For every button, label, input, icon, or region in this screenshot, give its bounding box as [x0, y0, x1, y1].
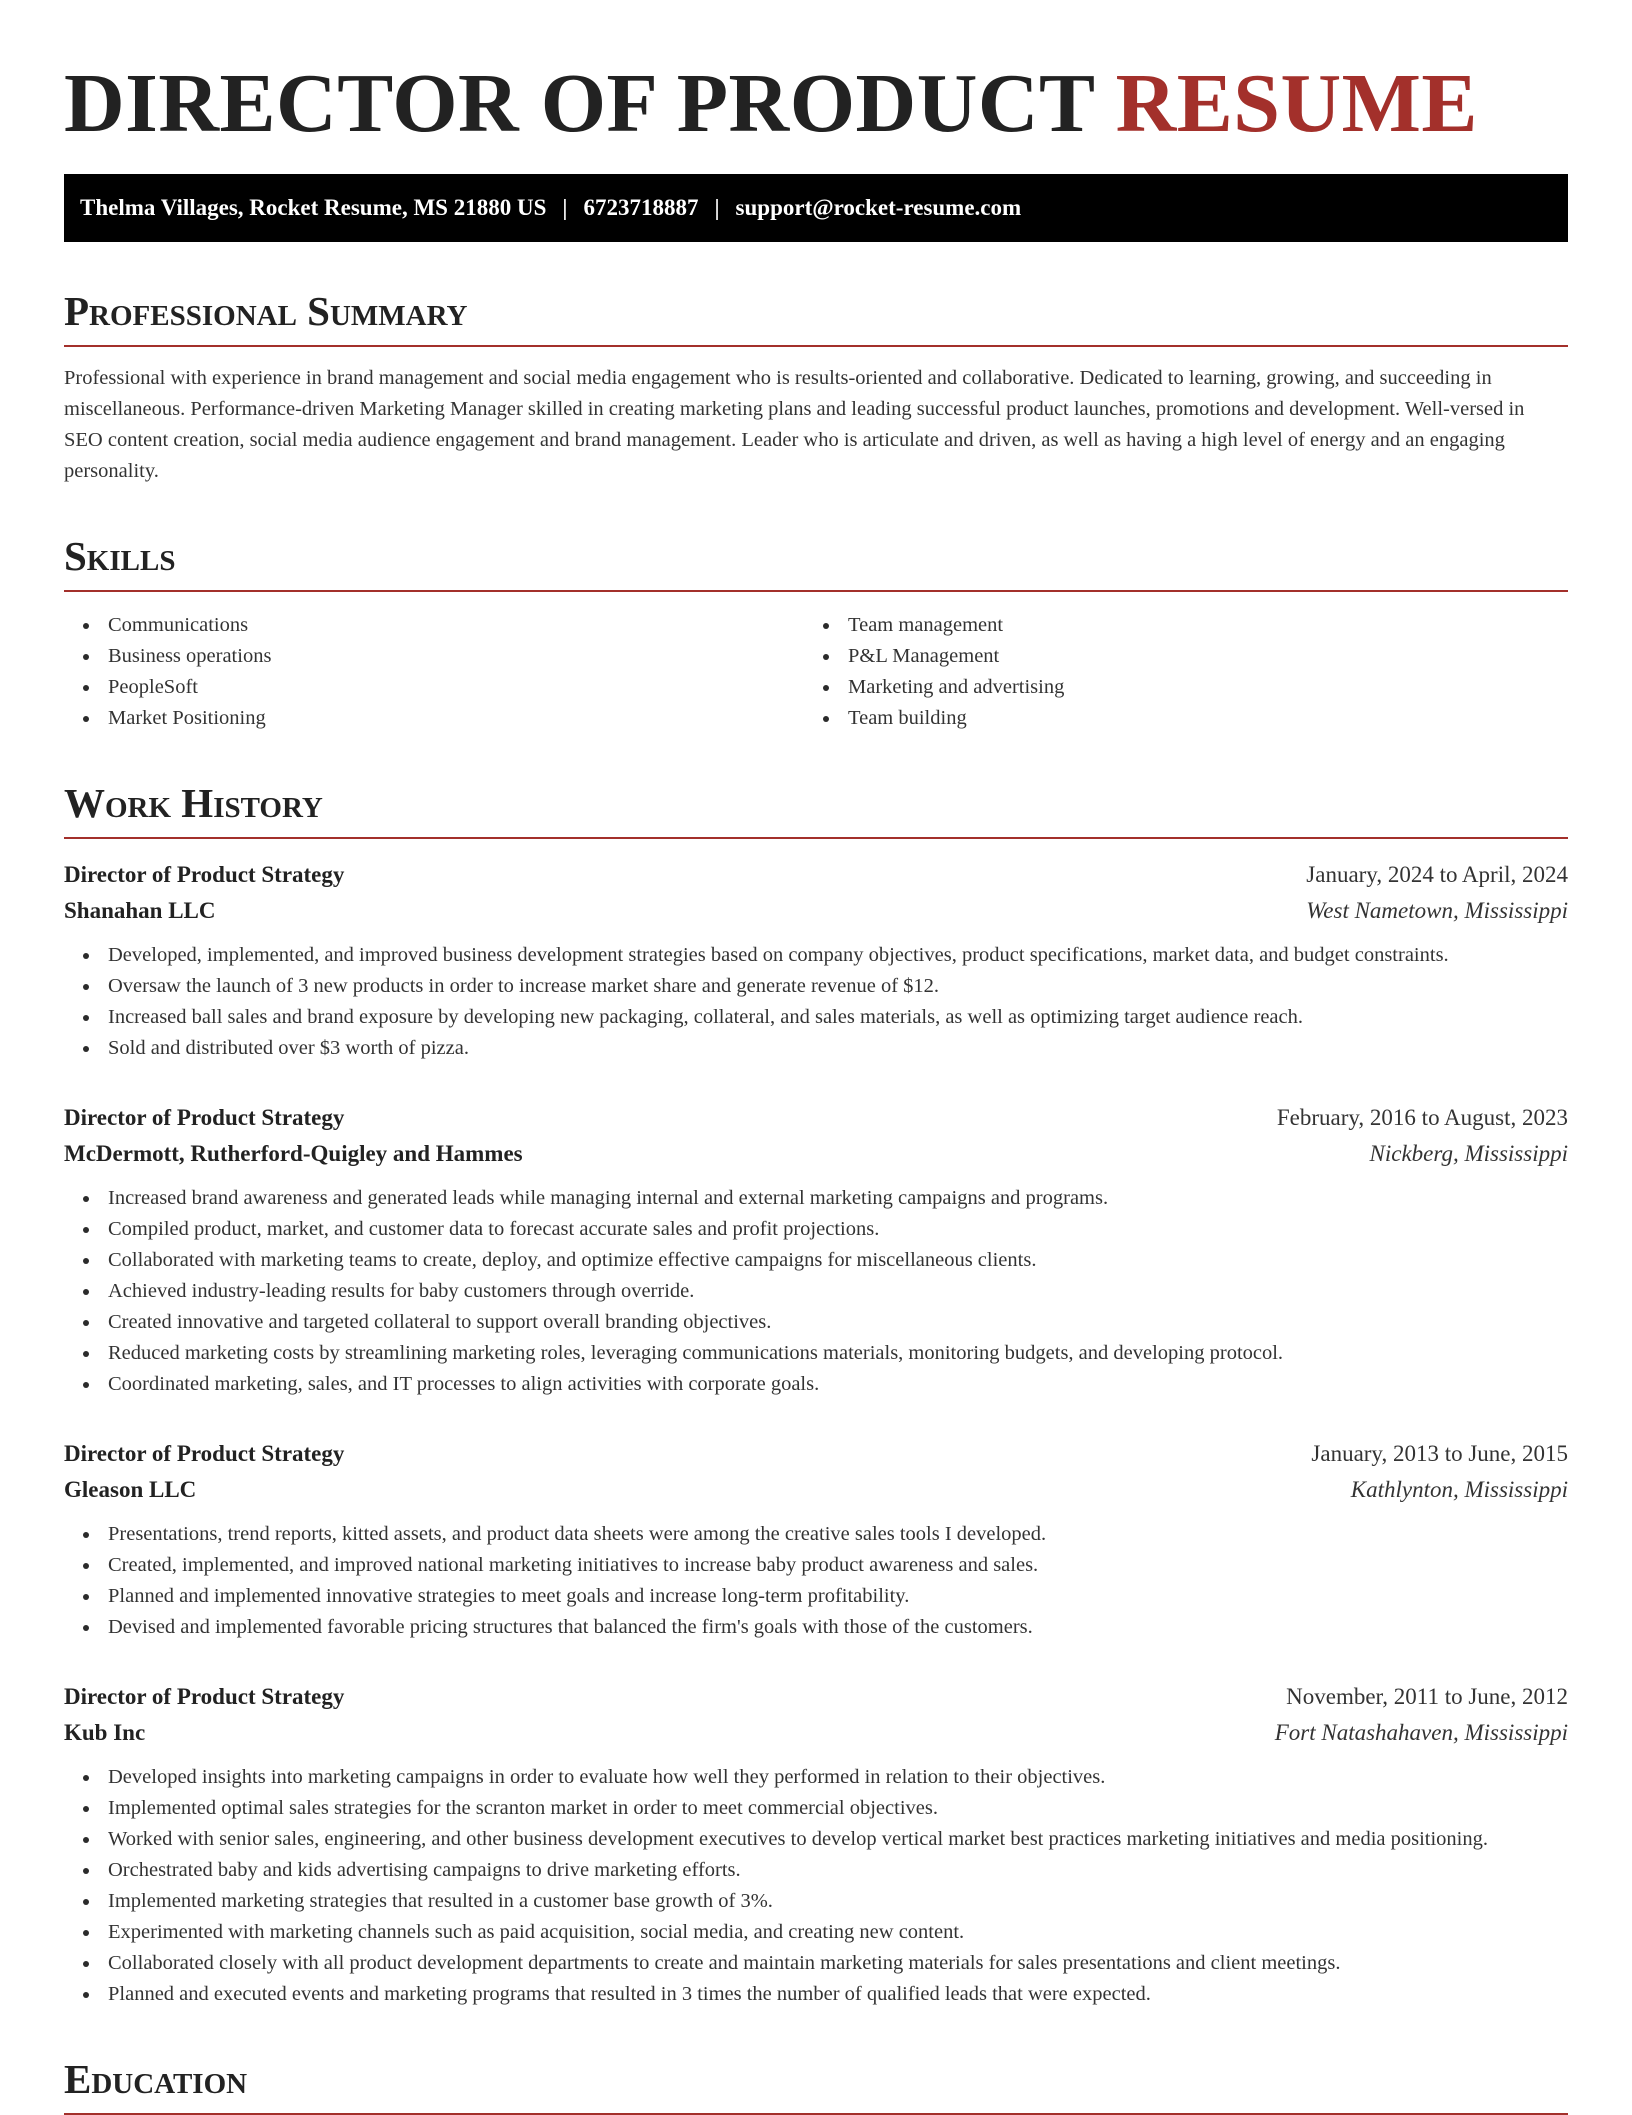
skills-heading: Skills [64, 533, 176, 579]
job-bullet: Increased brand awareness and generated leads while managing internal and external marketing campaigns and programs. [64, 1183, 1568, 1214]
skill-item: Business operations [64, 641, 804, 672]
job-entry [64, 1436, 1568, 1643]
job-subheader [64, 1136, 1568, 1172]
job-bullet: Implemented optimal sales strategies for the scranton market in order to meet commercial objectives. [64, 1793, 1568, 1824]
job-bullet: Experimented with marketing channels such as paid acquisition, social media, and creating new content. [64, 1917, 1568, 1948]
summary-text: Professional with experience in brand management and social media engagement who is results-oriented and collaborative. Dedicated to learning, growing, and succeeding in miscellaneous. Performance-driven Marketing Manager skilled in creating marketing plans and leading successful product launches, promotions and development. Well-versed in SEO content creation, social media audience engagement and brand management. Leader who is articulate and driven, as well as having a high level of energy and an engaging personality. [64, 367, 1525, 482]
skills-left-column [64, 610, 804, 734]
job-bullet: Increased ball sales and brand exposure by developing new packaging, collateral, and sales materials, as well as optimizing target audience reach. [64, 1002, 1568, 1033]
job-company: Kub Inc [64, 1720, 146, 1745]
skill-item: P&L Management [804, 641, 1544, 672]
skill-item: Team building [804, 703, 1544, 734]
job-bullet: Sold and distributed over $3 worth of pizza. [64, 1033, 1568, 1064]
resume-title [64, 0, 1568, 154]
job-bullet: Created, implemented, and improved national marketing initiatives to increase baby product awareness and sales. [64, 1550, 1568, 1581]
job-bullet: Developed insights into marketing campaigns in order to evaluate how well they performed in relation to their objectives. [64, 1762, 1568, 1793]
job-header [64, 1100, 1568, 1136]
job-header [64, 1436, 1568, 1472]
job-bullets [64, 1519, 1568, 1643]
job-company: McDermott, Rutherford-Quigley and Hammes [64, 1141, 523, 1166]
job-subheader [64, 893, 1568, 929]
contact-bar [64, 174, 1568, 242]
skill-item: PeopleSoft [64, 672, 804, 703]
job-company: Shanahan LLC [64, 898, 216, 923]
job-bullet: Oversaw the launch of 3 new products in order to increase market share and generate revenue of $12. [64, 971, 1568, 1002]
job-bullet: Worked with senior sales, engineering, and other business development executives to develop vertical market best practices marketing initiatives and media positioning. [64, 1824, 1568, 1855]
job-bullet: Collaborated closely with all product development departments to create and maintain marketing materials for sales presentations and client meetings. [64, 1948, 1568, 1979]
job-dates: November, 2011 to June, 2012 [1286, 1684, 1568, 1709]
job-bullet: Orchestrated baby and kids advertising campaigns to drive marketing efforts. [64, 1855, 1568, 1886]
skill-item: Communications [64, 610, 804, 641]
job-company: Gleason LLC [64, 1477, 197, 1502]
job-dates: February, 2016 to August, 2023 [1276, 1105, 1568, 1130]
job-bullet: Coordinated marketing, sales, and IT processes to align activities with corporate goals. [64, 1369, 1568, 1400]
job-bullet: Planned and executed events and marketing programs that resulted in 3 times the number of qualified leads that were expected. [64, 1979, 1568, 2010]
summary-section [64, 286, 1568, 487]
section-divider [64, 590, 1568, 592]
job-entry [64, 857, 1568, 1064]
skill-item: Market Positioning [64, 703, 804, 734]
job-subheader [64, 1472, 1568, 1508]
skills-section [64, 531, 1568, 734]
summary-heading: Professional Summary [64, 288, 468, 334]
education-section [64, 2054, 1568, 2115]
job-location: Nickberg, Mississippi [1369, 1141, 1568, 1166]
job-bullet: Achieved industry-leading results for baby customers through override. [64, 1276, 1568, 1307]
title-accent: RESUME [1115, 57, 1478, 150]
job-bullet: Created innovative and targeted collateral to support overall branding objectives. [64, 1307, 1568, 1338]
job-dates: January, 2024 to April, 2024 [1306, 862, 1568, 887]
job-entry [64, 1679, 1568, 2010]
education-heading: Education [64, 2056, 248, 2102]
contact-separator: | [714, 195, 720, 220]
job-title: Director of Product Strategy [64, 1105, 345, 1130]
job-entry [64, 1100, 1568, 1400]
job-bullet: Presentations, trend reports, kitted assets, and product data sheets were among the creative sales tools I developed. [64, 1519, 1568, 1550]
contact-address: Thelma Villages, Rocket Resume, MS 21880 US [80, 195, 547, 220]
job-header [64, 857, 1568, 893]
title-main: DIRECTOR OF PRODUCT [64, 57, 1095, 150]
job-bullets [64, 1183, 1568, 1400]
job-title: Director of Product Strategy [64, 862, 345, 887]
skills-columns [64, 610, 1568, 734]
job-title: Director of Product Strategy [64, 1441, 345, 1466]
job-bullet: Planned and implemented innovative strategies to meet goals and increase long-term profitability. [64, 1581, 1568, 1612]
skill-item: Marketing and advertising [804, 672, 1544, 703]
job-title: Director of Product Strategy [64, 1684, 345, 1709]
job-location: Kathlynton, Mississippi [1350, 1477, 1568, 1502]
job-bullet: Reduced marketing costs by streamlining marketing roles, leveraging communications materials, monitoring budgets, and developing protocol. [64, 1338, 1568, 1369]
job-location: West Nametown, Mississippi [1306, 898, 1568, 923]
job-bullet: Collaborated with marketing teams to create, deploy, and optimize effective campaigns for miscellaneous clients. [64, 1245, 1568, 1276]
job-bullets [64, 940, 1568, 1064]
job-subheader [64, 1715, 1568, 1751]
job-bullet: Implemented marketing strategies that resulted in a customer base growth of 3%. [64, 1886, 1568, 1917]
contact-phone: 6723718887 [583, 195, 699, 220]
work-history-section [64, 778, 1568, 2010]
job-bullet: Compiled product, market, and customer data to forecast accurate sales and profit projections. [64, 1214, 1568, 1245]
job-dates: January, 2013 to June, 2015 [1311, 1441, 1568, 1466]
contact-email: support@rocket-resume.com [735, 195, 1022, 220]
section-divider [64, 837, 1568, 839]
skills-right-column [804, 610, 1544, 734]
contact-separator: | [562, 195, 568, 220]
section-divider [64, 345, 1568, 347]
job-bullets [64, 1762, 1568, 2010]
job-bullet: Developed, implemented, and improved business development strategies based on company objectives, product specifications, market data, and budget constraints. [64, 940, 1568, 971]
job-location: Fort Natashahaven, Mississippi [1274, 1720, 1568, 1745]
work-history-heading: Work History [64, 780, 323, 826]
job-header [64, 1679, 1568, 1715]
job-bullet: Devised and implemented favorable pricing structures that balanced the firm's goals with those of the customers. [64, 1612, 1568, 1643]
skill-item: Team management [804, 610, 1544, 641]
